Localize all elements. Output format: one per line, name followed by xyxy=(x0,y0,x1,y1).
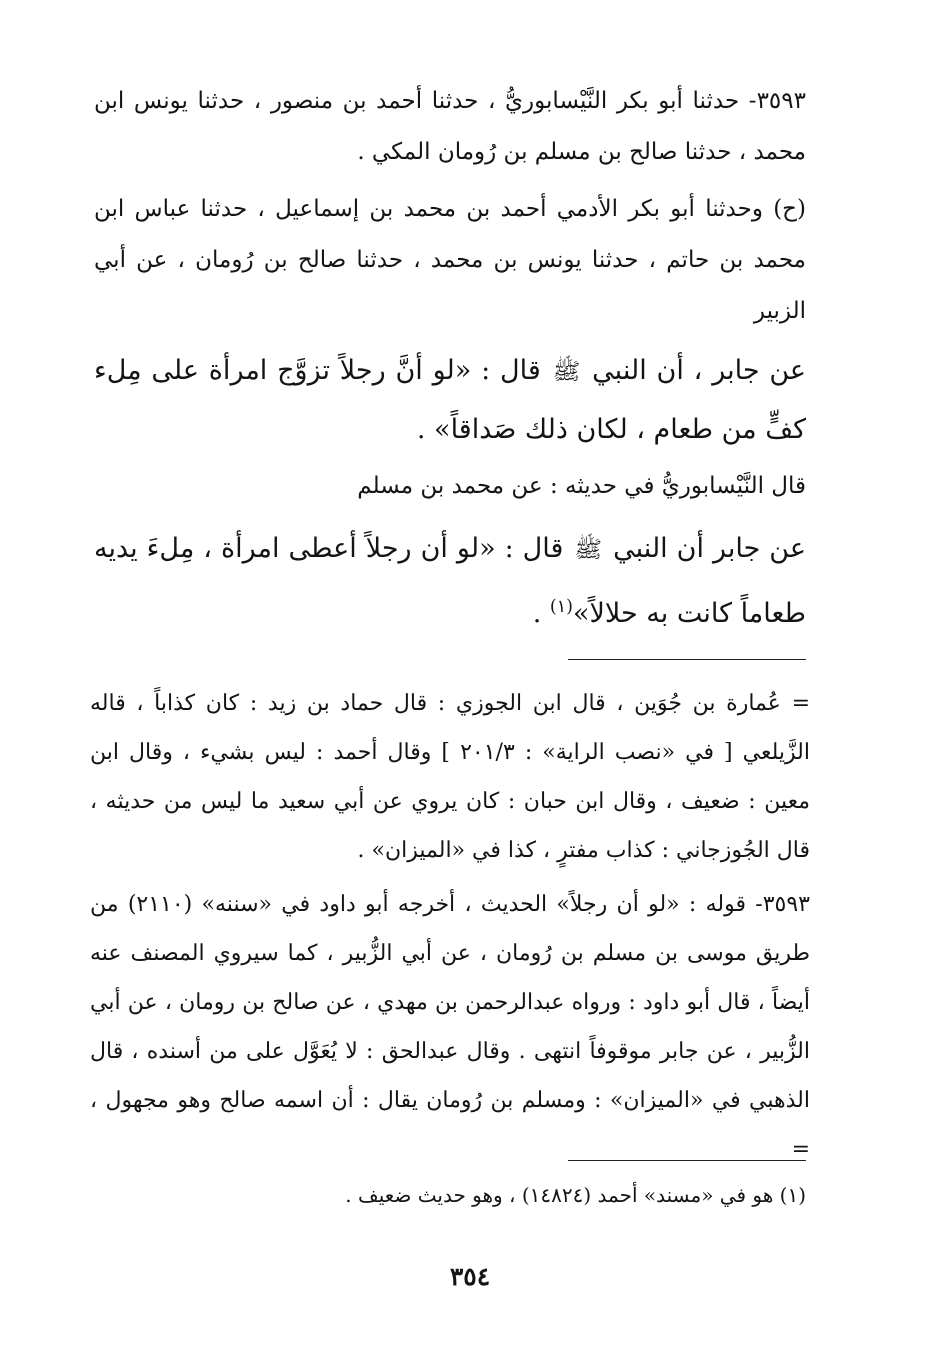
matn-2-end: قال : «لو أن رجلاً أعطى امرأة ، مِلءَ يديه طعاماً كانت به حلالاً» xyxy=(94,533,806,629)
matn-2-start: عن جابر أن النبي xyxy=(613,533,806,564)
pbuh-glyph: ﷺ xyxy=(552,359,581,385)
isnad-1: ٣٥٩٣- حدثنا أبو بكر النَّيْسابوريُّ ، حدثنا أحمد بن منصور ، حدثنا يونس ابن محمد ، حدثنا صالح بن مسلم بن رُومان المكي . xyxy=(94,88,806,165)
footnote-marker: (١) xyxy=(549,597,573,617)
matn-1-start: عن جابر ، أن النبي xyxy=(592,355,806,386)
notes-separator-rule xyxy=(568,659,806,660)
hadith-matn-2 xyxy=(94,520,806,642)
matn-2-final: . xyxy=(532,598,550,629)
footnote-separator-rule xyxy=(568,1160,806,1161)
matn-1-end: قال : «لو أنَّ رجلاً تزوَّج امرأة على مِلء كفٍّ من طعام ، لكان ذلك صَداقاً» . xyxy=(94,355,806,445)
commentary-note-2: ٣٥٩٣- قوله : «لو أن رجلاً» الحديث ، أخرجه أبو داود في «سننه» (٢١١٠) من طريق موسى بن مسلم بن رُومان ، عن أبي الزُّبير ، كما سيروي المصنف عنه أيضاً ، قال أبو داود : ورواه عبدالرحمن بن مهدي ، عن صالح بن رومان ، عن أبي الزُّبير ، عن جابر موقوفاً انتهى . وقال عبدالحق : لا يُعَوَّل على من أسنده ، قال الذهبي في «الميزان» : ومسلم بن رُومان يقال : أن اسمه صالح وهو مجهول ، = xyxy=(90,892,810,1162)
isnad-2: (ح) وحدثنا أبو بكر الأدمي أحمد بن محمد بن إسماعيل ، حدثنا عباس ابن محمد بن حاتم ، حدثنا يونس بن محمد ، حدثنا صالح بن رُومان ، عن أبي الزبير xyxy=(94,196,806,324)
variant-intro: قال النَّيْسابوريُّ في حديثه : عن محمد بن مسلم xyxy=(357,473,806,499)
commentary-note-1: = عُمارة بن جُوَين ، قال ابن الجوزي : قال حماد بن زيد : كان كذاباً ، قاله الزَّيلعي [ في «نصب الراية» : ٢٠١/٣ ] وقال أحمد : ليس بشيء ، وقال ابن معين : ضعيف ، وقال ابن حبان : كان يروي عن أبي سعيد ما ليس من حديثه ، قال الجُوزجاني : كذاب مفترٍ ، كذا في «الميزان» . xyxy=(90,691,810,863)
page-number: ٣٥٤ xyxy=(449,1262,491,1291)
footnote: (١) هو في «مسند» أحمد (١٤٨٢٤) ، وهو حديث ضعيف . xyxy=(345,1183,806,1207)
hadith-matn-1 xyxy=(94,342,806,458)
pbuh-glyph: ﷺ xyxy=(574,537,603,563)
